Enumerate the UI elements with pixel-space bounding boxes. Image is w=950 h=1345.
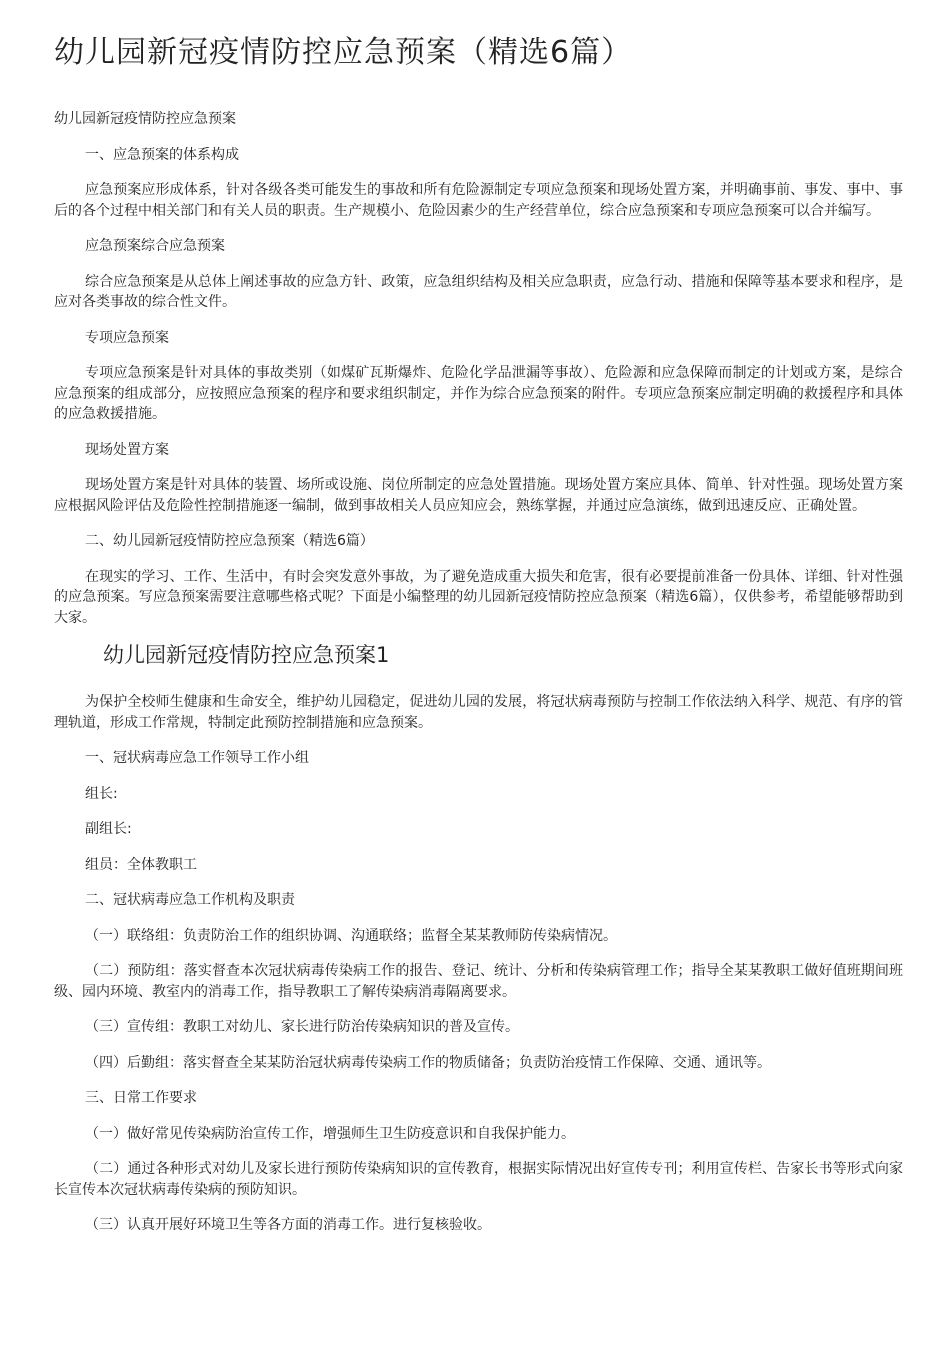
section1-liaison-group: （一）联络组：负责防治工作的组织协调、沟通联络；监督全某某教师防传染病情况。 (85, 927, 617, 944)
section1-paragraph-purpose: 为保护全校师生健康和生命安全，维护幼儿园稳定，促进幼儿园的发展，将冠状病毒预防与控制工作依法纳入科学、规范、有序的管理轨道，形成工作常规，特制定此预防控制措施和应急预案。 (54, 694, 903, 731)
section1-heading-leadership: 一、冠状病毒应急工作领导工作小组 (85, 750, 309, 766)
paragraph-special: 专项应急预案是针对具体的事故类别（如煤矿瓦斯爆炸、危险化学品泄漏等事故）、危险源和应急保障而制定的计划或方案，是综合应急预案的组成部分，应按照应急预案的程序和要求组织制定，并作为综合应急预案的附件。专项应急预案应制定明确的救援程序和具体的应急救援措施。 (54, 365, 903, 422)
section1-daily-item-3: （三）认真开展好环境卫生等各方面的消毒工作。进行复核验收。 (85, 1217, 491, 1233)
intro-heading: 幼儿园新冠疫情防控应急预案 (54, 111, 236, 127)
paragraph-intro-selected: 在现实的学习、工作、生活中，有时会突发意外事故，为了避免造成重大损失和危害，很有必要提前准备一份具体、详细、针对性强的应急预案。写应急预案需要注意哪些格式呢？下面是小编整理的幼儿园新冠疫情防控应急预案（精选6篇），仅供参考，希望能够帮助到大家。 (54, 568, 903, 626)
section-heading-system: 一、应急预案的体系构成 (85, 146, 239, 163)
section1-title: 幼儿园新冠疫情防控应急预案1 (103, 643, 390, 667)
section1-heading-daily: 三、日常工作要求 (85, 1090, 197, 1106)
section1-leader: 组长: (85, 785, 118, 802)
heading-onsite: 现场处置方案 (85, 441, 169, 458)
section1-publicity-group: （三）宣传组：教职工对幼儿、家长进行防治传染病知识的普及宣传。 (85, 1019, 519, 1035)
section1-heading-organization: 二、冠状病毒应急工作机构及职责 (85, 892, 295, 908)
document-title: 幼儿园新冠疫情防控应急预案（精选6篇） (54, 35, 633, 70)
heading-special: 专项应急预案 (85, 329, 169, 346)
section1-deputy-leader: 副组长: (85, 821, 132, 837)
section1-members: 组员：全体教职工 (85, 856, 197, 873)
section1-daily-item-2: （二）通过各种形式对幼儿及家长进行预防传染病知识的宣传教育，根据实际情况出好宣传专刊；利用宣传栏、告家长书等形式向家长宣传本次冠状病毒传染病的预防知识。 (54, 1161, 903, 1198)
heading-comprehensive: 应急预案综合应急预案 (85, 238, 225, 254)
section1-logistics-group: （四）后勤组：落实督查全某某防治冠状病毒传染病工作的物质储备；负责防治疫情工作保障、交通、通讯等。 (85, 1054, 771, 1071)
paragraph-onsite: 现场处置方案是针对具体的装置、场所或设施、岗位所制定的应急处置措施。现场处置方案应具体、简单、针对性强。现场处置方案应根据风险评估及危险性控制措施逐一编制，做到事故相关人员应知应会，熟练掌握，并通过应急演练，做到迅速反应、正确处置。 (54, 477, 903, 514)
paragraph-comprehensive: 综合应急预案是从总体上阐述事故的应急方针、政策，应急组织结构及相关应急职责，应急行动、措施和保障等基本要求和程序，是应对各类事故的综合性文件。 (54, 273, 903, 310)
section1-prevention-group: （二）预防组：落实督查本次冠状病毒传染病工作的报告、登记、统计、分析和传染病管理工作；指导全某某教职工做好值班期间班级、园内环境、教室内的消毒工作，指导教职工了解传染病消毒隔离要求。 (54, 963, 903, 1000)
paragraph-system: 应急预案应形成体系，针对各级各类可能发生的事故和所有危险源制定专项应急预案和现场处置方案，并明确事前、事发、事中、事后的各个过程中相关部门和有关人员的职责。生产规模小、危险因素少的生产经营单位，综合应急预案和专项应急预案可以合并编写。 (54, 182, 903, 219)
section-heading-selected: 二、幼儿园新冠疫情防控应急预案（精选6篇） (85, 533, 374, 549)
section1-daily-item-1: （一）做好常见传染病防治宣传工作，增强师生卫生防疫意识和自我保护能力。 (85, 1125, 575, 1142)
